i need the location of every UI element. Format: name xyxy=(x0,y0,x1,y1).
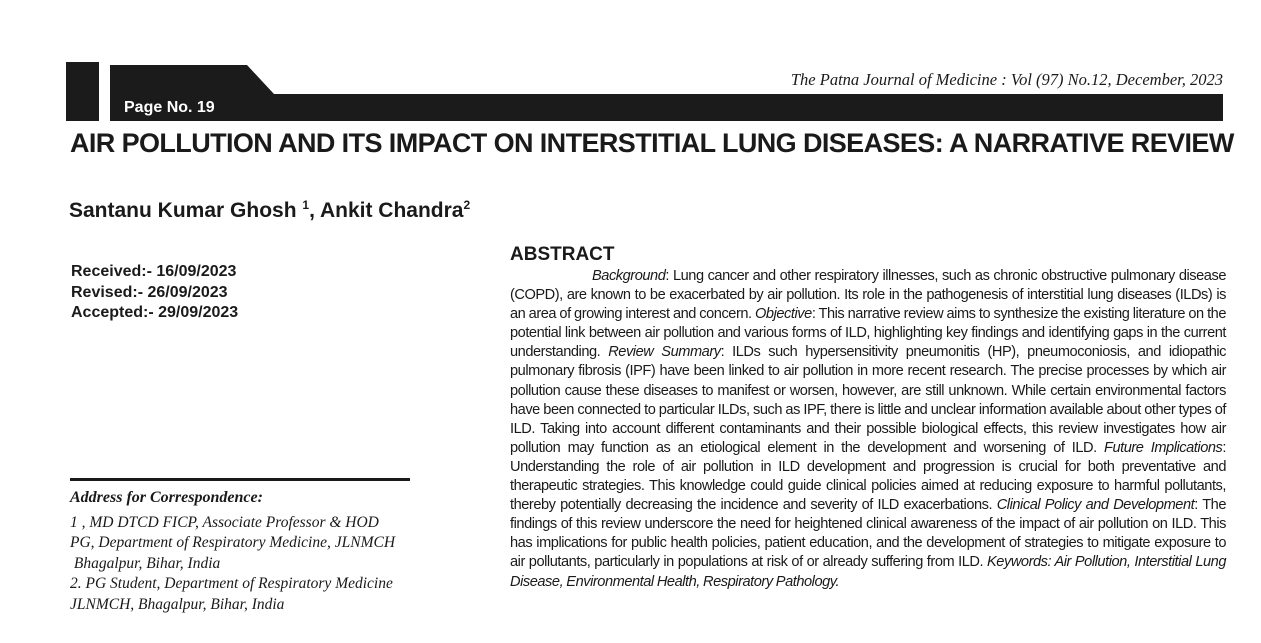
abstract-label-review: Review Summary xyxy=(608,344,721,361)
header-left-block xyxy=(66,62,99,121)
author-list xyxy=(69,198,470,223)
address-line: 1 , MD DTCD FICP, Associate Professor & HOD xyxy=(70,513,379,531)
page-number: Page No. 19 xyxy=(124,99,215,116)
revised-date: Revised:- 26/09/2023 xyxy=(71,283,228,301)
abstract-label-policy: Clinical Policy and Development xyxy=(996,497,1195,514)
abstract-background-text: : Lung cancer and other respiratory illnesses, such as chronic obstructive pulmonary disease (COPD), are known to be exacerbated by air pollution. Its role in the pathogenesis of interstitial lung diseases (ILDs) is an area of growing interest and concern. xyxy=(510,268,1226,323)
abstract-label-background: Background xyxy=(592,268,666,284)
author-name: Ankit Chandra xyxy=(319,199,464,222)
article-title: AIR POLLUTION AND ITS IMPACT ON INTERSTITIAL LUNG DISEASES: A NARRATIVE REVIEW xyxy=(70,128,1234,158)
abstract-label-objective: Objective xyxy=(755,306,812,323)
received-date: Received:- 16/09/2023 xyxy=(71,263,237,280)
abstract-policy-text: : The findings of this review underscore the need for heightened clinical awareness of the impact of air pollution on ILD. This has implications for public health policies, patient education, and the development of strategies to mitigate exposure to air pollutants, particularly in populations at risk of or already suffering from ILD. xyxy=(510,497,1226,571)
abstract-keywords: Keywords: Air Pollution, Interstitial Lung Disease, Environmental Health, Respiratory Pathology. xyxy=(510,554,1226,590)
journal-citation: The Patna Journal of Medicine : Vol (97) No.12, December, 2023 xyxy=(790,70,1223,89)
address-line: JLNMCH, Bhagalpur, Bihar, India xyxy=(70,595,285,613)
author-separator: , xyxy=(309,199,320,222)
correspondence-heading: Address for Correspondence: xyxy=(70,489,263,506)
abstract-body xyxy=(510,267,1226,592)
accepted-date: Accepted:- 29/09/2023 xyxy=(71,304,239,321)
abstract-future-text: : Understanding the role of air pollution in ILD development and progression is crucial for both preventative and therapeutic strategies. This knowledge could guide clinical policies aimed at reducing exposure to harmful pollutants, thereby potentially decreasing the incidence and severity of ILD exacerbations. xyxy=(510,439,1226,514)
author-affiliation-mark: 2 xyxy=(463,198,471,212)
abstract-heading: ABSTRACT xyxy=(510,244,615,265)
article-dates xyxy=(71,262,238,324)
abstract-section xyxy=(510,243,1226,592)
abstract-objective-text: : This narrative review aims to synthesize the existing literature on the potential link between air pollution and various forms of ILD, highlighting key findings and identifying gaps in the current understanding. xyxy=(510,306,1227,361)
correspondence-divider xyxy=(70,478,410,481)
author-affiliation-mark: 1 xyxy=(302,198,310,212)
address-line: Bhagalpur, Bihar, India xyxy=(70,554,221,572)
address-line: PG, Department of Respiratory Medicine, JLNMCH xyxy=(70,534,396,551)
author-name: Santanu Kumar Ghosh xyxy=(69,199,297,222)
address-line: 2. PG Student, Department of Respiratory Medicine xyxy=(70,575,393,592)
abstract-review-text: : ILDs such hypersensitivity pneumonitis (HP), pneumoconiosis, and idiopathic pulmonary fibrosis (IPF) have been linked to air pollution in more recent research. The precise processes by which air pollution cause these diseases to manifest or worsen, however, are still unknown. While certain environmental factors have been connected to particular ILDs, such as IPF, there is little and unclear information available about other types of ILD. Taking into account different contaminants and their possible biological effects, this review investigates how air pollution may function as an etiological element in the development and worsening of ILD. xyxy=(510,344,1226,456)
abstract-label-future: Future Implications xyxy=(1103,439,1223,456)
correspondence-address xyxy=(70,488,490,615)
